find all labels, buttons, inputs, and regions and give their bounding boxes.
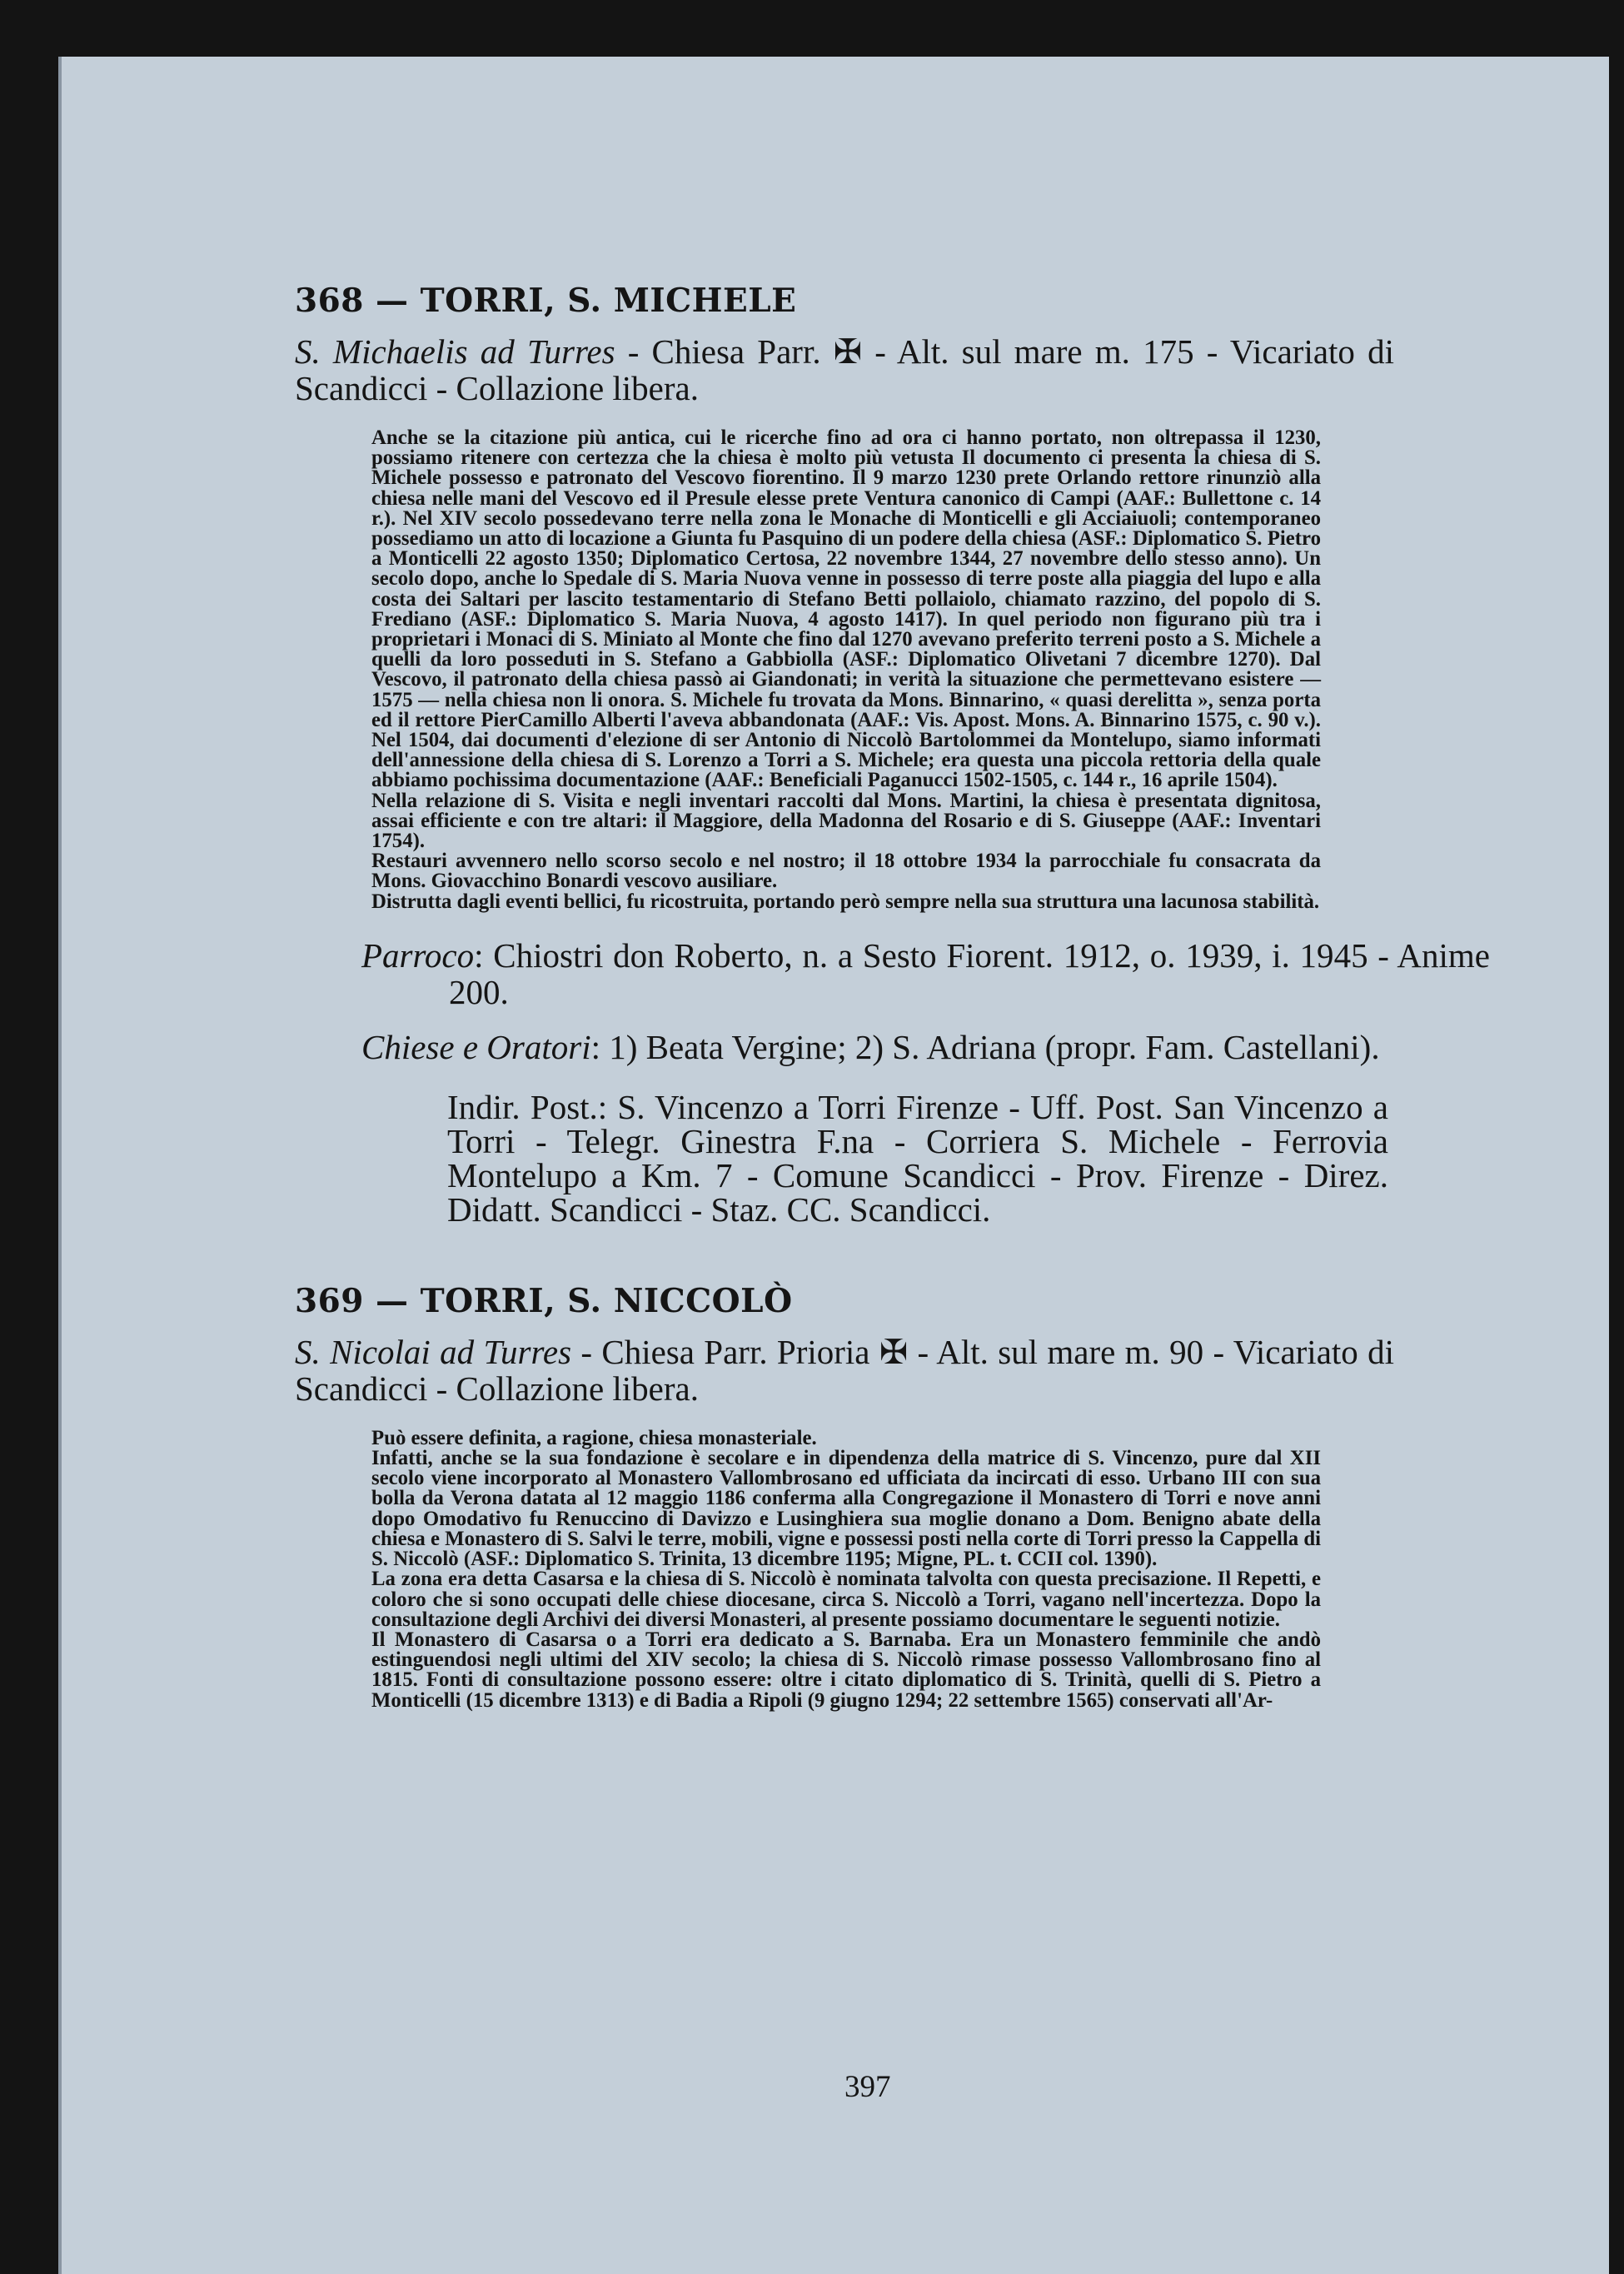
chiese-label: Chiese e Oratori [361,1027,591,1066]
church-heading-details: - Chiesa Parr. Prioria ✠ - Alt. sul mare m. 90 - Vicariato di Scandicci - Collazione libera. [295,1332,1395,1408]
note-paragraph: Anche se la citazione più antica, cui le ricerche fino ad ora ci hanno portato, non oltrepassa il 1230, possiamo ritenere con certezza che la chiesa è molto più vetusta Il documento ci presenta la chiesa di S. Michele possesso e patronato del Vescovo fiorentino. Il 9 marzo 1230 prete Orlando rettore rinunziò alla chiesa nelle mani del Vescovo ed il Presule elesse prete Ventura canonico di Campi (AAF.: Bullettone c. 14 r.). Nel XIV secolo possedevano terre nella zona le Monache di Monticelli e gli Acciaiuoli; contemporaneo possediamo un atto di locazione a Giunta fu Pasquino di un podere della chiesa (ASF.: Diplomatico S. Pietro a Monticelli 22 agosto 1350; Diplomatico Certosa, 22 novembre 1344, 27 novembre dello stesso anno). Un secolo dopo, anche lo Spedale di S. Maria Nuova venne in possesso di terre poste alla piaggia del lupo e alla costa dei Saltari per lascito testamentario di Stefano Betti pollaiolo, chiamato razzino, del popolo di S. Frediano (ASF.: Diplomatico S. Maria Nuova, 4 agosto 1417). In quel periodo non figurano più tra i proprietari i Monaci di S. Miniato al Monte che fino dal 1270 avevano preferito terreni posto a S. Michele a quelli da loro posseduti in S. Stefano a Gabbiolla (ASF.: Diplomatico Olivetani 7 dicembre 1270). Dal Vescovo, il patronato della chiesa passò ai Giandonati; in verità la situazione che permettevano esistere — 1575 — nella chiesa non li onora. S. Michele fu trovata da Mons. Binnarino, « quasi derelitta », senza porta ed il rettore PierCamillo Alberti l'aveva abbandonata (AAF.: Vis. Apost. Mons. A. Binnarino 1575, c. 90 v.). Nel 1504, dai documenti d'elezione di ser Antonio di Niccolò Bartolommei da Montelupo, siamo informati dell'annessione della chiesa di S. Lorenzo a Torri a S. Michele; era questa una piccola rettoria della quale abbiamo pochissima documentazione (AAF.: Beneficiali Paganucci 1502-1505, c. 144 r., 16 aprile 1504). [371,426,1321,792]
note-paragraph: Può essere definita, a ragione, chiesa monasteriale. [371,1426,817,1449]
chiese-entry [361,1029,1490,1065]
historical-notes [371,428,1321,912]
section-title: 369 — TORRI, S. NICCOLÒ [295,1281,793,1320]
note-paragraph: Nella relazione di S. Visita e negli inventari raccolti dal Mons. Martini, la chiesa è presentata dignitosa, assai efficiente e con tre altari: il Maggiore, della Madonna del Rosario e di S. Giuseppe (AAF.: Inventari 1754). [371,789,1321,853]
postal-info: Indir. Post.: S. Vincenzo a Torri Firenze - Uff. Post. San Vincenzo a Torri - Telegr. Ginestra F.na - Corriera S. Michele - Ferrovia Montelupo a Km. 7 - Comune Scandicci - Prov. Firenze - Direz. Didatt. Scandicci - Staz. CC. Scandicci. [447,1087,1388,1229]
historical-notes [371,1426,1321,1712]
book-page [58,57,1609,2274]
parroco-label: Parroco [361,935,475,975]
latin-name: S. Nicolai ad Turres [295,1332,572,1371]
parroco-entry [361,937,1490,1010]
page-content [295,282,1490,1712]
note-paragraph: Restauri avvennero nello scorso secolo e nel nostro; il 18 ottobre 1934 la parrocchiale fu consacrata da Mons. Giovacchino Bonardi vescovo ausiliare. [371,850,1321,893]
note-paragraph: Infatti, anche se la sua fondazione è secolare e in dipendenza della matrice di S. Vincenzo, pure dal XII secolo viene incorporato al Monastero Vallombrosano ed ufficiata da incircati di esso. Urbano III con sua bolla da Verona datata al 12 maggio 1186 conferma alla Congregazione il Monastero di Torri e nove anni dopo Omodativo fu Renuccino di Davizzo e Lusinghiera sua moglie donano a Dom. Benigno abate della chiesa e Monastero di S. Salvi le terre, mobili, vigne e possessi posti nella corte di Torri presso la Cappella di S. Niccolò (ASF.: Diplomatico S. Trinita, 13 dicembre 1195; Migne, PL. t. CCII col. 1390). [371,1447,1321,1571]
page-number: 397 [844,2070,891,2104]
note-paragraph: Distrutta dagli eventi bellici, fu ricostruita, portando però sempre nella sua struttura una lacunosa stabilità. [371,890,1320,913]
church-heading-details: - Chiesa Parr. ✠ - Alt. sul mare m. 175 - Vicariato di Scandicci - Collazione libera. [295,332,1394,407]
church-heading [295,333,1394,406]
church-heading [295,1334,1394,1407]
section-title: 368 — TORRI, S. MICHELE [295,282,797,320]
latin-name: S. Michaelis ad Turres [295,332,615,371]
note-paragraph: Il Monastero di Casarsa o a Torri era dedicato a S. Barnaba. Era un Monastero femminile che andò estinguendosi negli ultimi del XIV secolo; la chiesa di S. Niccolò rimase possesso Vallombrosano fino al 1815. Fonti di consultazione possono essere: oltre i citato diplomatico di S. Trinità, quelli di S. Pietro a Monticelli (15 dicembre 1313) e di Badia a Ripoli (9 giugno 1294; 22 settembre 1565) conservati all'Ar- [371,1628,1321,1712]
note-paragraph: La zona era detta Casarsa e la chiesa di S. Niccolò è nominata talvolta con questa precisazione. Il Repetti, e coloro che si sono occupati delle chiese diocesane, circa S. Niccolò a Torri, vagano nell'incertezza. Dopo la consultazione degli Archivi dei diversi Monasteri, al presente possiamo documentare le seguenti notizie. [371,1568,1321,1631]
parroco-text: : Chiostri don Roberto, n. a Sesto Fiorent. 1912, o. 1939, i. 1945 - Anime 200. [449,935,1490,1011]
chiese-text: : 1) Beata Vergine; 2) S. Adriana (propr. Fam. Castellani). [590,1027,1380,1066]
